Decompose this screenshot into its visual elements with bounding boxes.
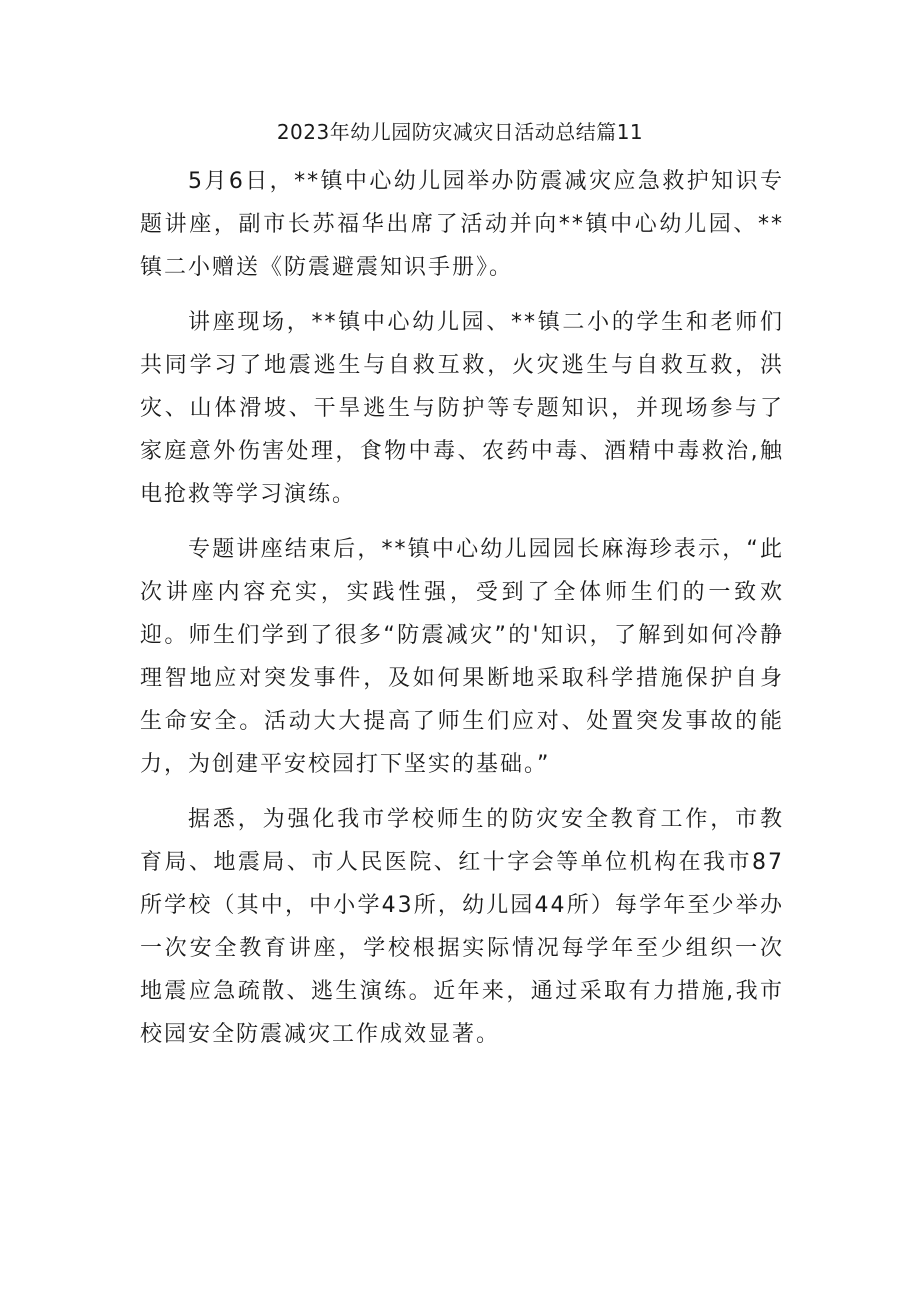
document-title: 2023年幼儿园防灾减灾日活动总结篇11 xyxy=(276,120,644,144)
paragraph-1: 5月6日，**镇中心幼儿园举办防震减灾应急救护知识专题讲座，副市长苏福华出席了活动并向**镇中心幼儿园、**镇二小赠送《防震避震知识手册》。 xyxy=(140,169,784,280)
document-body xyxy=(140,160,784,1068)
paragraph-4: 据悉，为强化我市学校师生的防灾安全教育工作，市教育局、地震局、市人民医院、红十字会等单位机构在我市87所学校（其中，中小学43所，幼儿园44所）每学年至少举办一次安全教育讲座，学校根据实际情况每学年至少组织一次地震应急疏散、逃生演练。近年来，通过采取有力措施,我市校园安全防震减灾工作成效显著。 xyxy=(140,807,784,1047)
paragraph-2: 讲座现场，**镇中心幼儿园、**镇二小的学生和老师们共同学习了地震逃生与自救互救，火灾逃生与自救互救，洪灾、山体滑坡、干旱逃生与防护等专题知识，并现场参与了家庭意外伤害处理，食物中毒、农药中毒、酒精中毒救治,触电抢救等学习演练。 xyxy=(140,310,784,507)
paragraph-3: 专题讲座结束后，**镇中心幼儿园园长麻海珍表示，“此次讲座内容充实，实践性强，受到了全体师生们的一致欢迎。师生们学到了很多“防震减灾”的'知识，了解到如何冷静理智地应对突发事件，及如何果断地采取科学措施保护自身生命安全。活动大大提高了师生们应对、处置突发事故的能力，为创建平安校园打下坚实的基础。” xyxy=(140,537,784,777)
